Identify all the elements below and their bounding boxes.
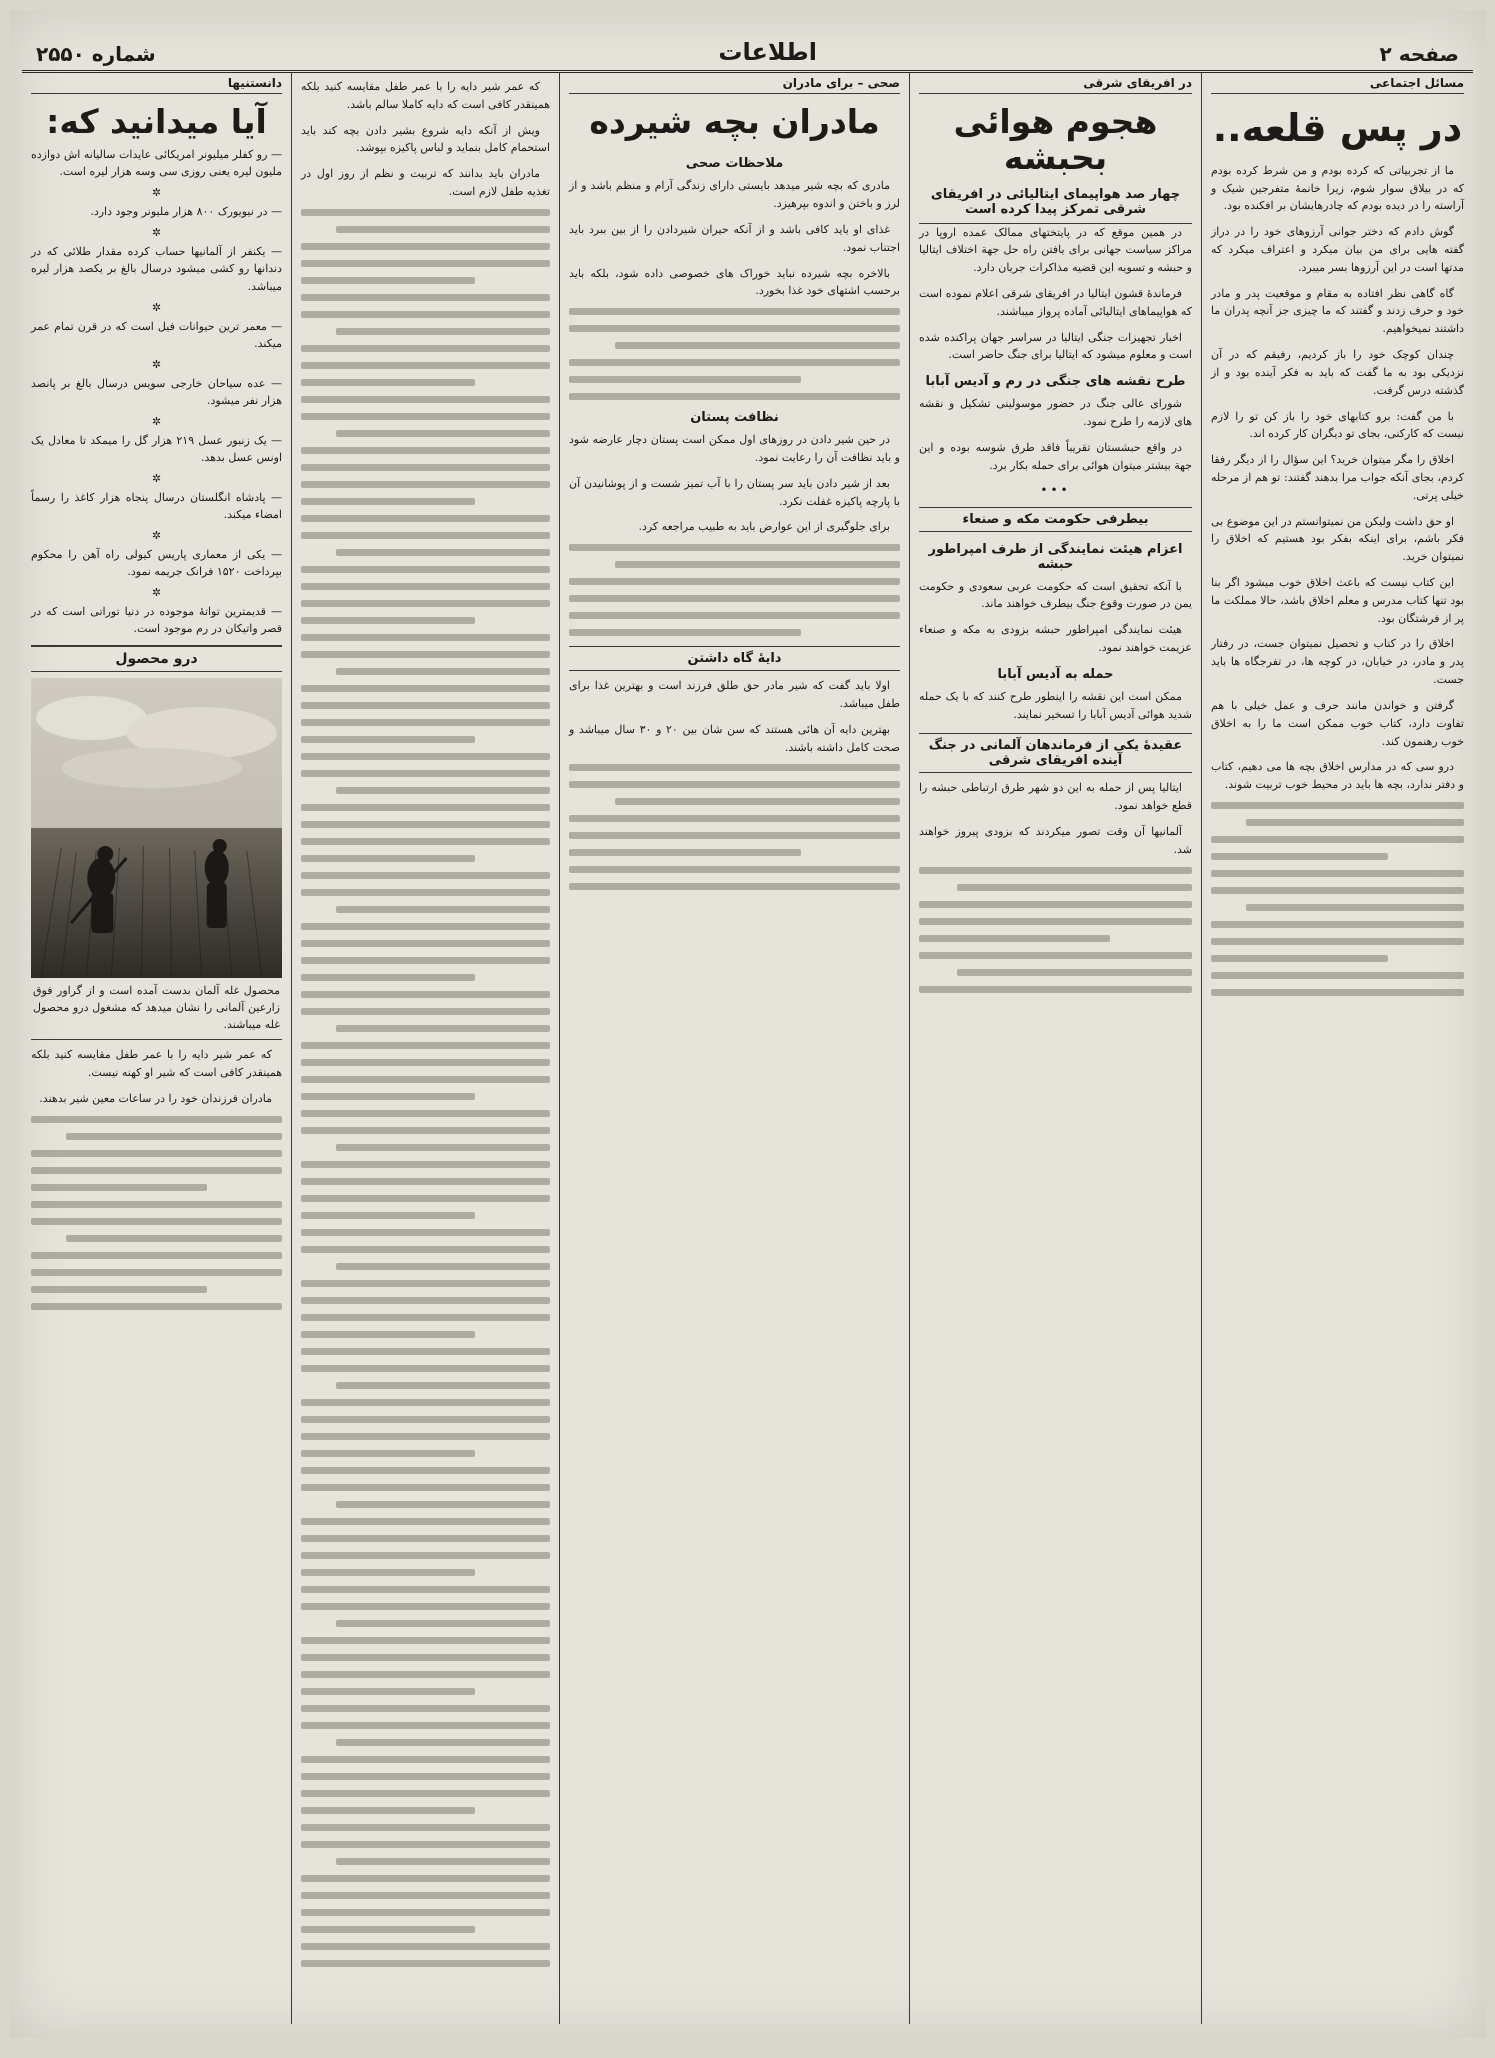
article-body (1211, 162, 1464, 794)
column-kicker: دانستنیها (31, 72, 282, 94)
columns (22, 72, 1473, 2024)
newspaper-name: اطلاعات (718, 38, 817, 66)
star-separator-icon: ✲ (151, 186, 162, 200)
paragraph: در همین موقع که در پایتختهای ممالک عمده اروپا در مراکز سیاست جهانی برای یافتن راه حل جهة اختلاف ایتالیا و حبشه و تسویه این قضیه مذاکرات جریان دارد. (919, 225, 1192, 275)
column-did-you-know (22, 72, 291, 2024)
paragraph: گرفتن و خواندن مانند حرف و عمل خیلی با هم تفاوت دارد، کتاب خوب ممکن است ما را به اخلاق خوب رهنمون کند. (1211, 698, 1464, 748)
section-title: ملاحظات صحی (685, 156, 784, 172)
headline-nursing-mothers: مادران بچه شیرده (589, 102, 880, 141)
paragraph: شورای عالی جنگ در حضور موسولینی تشکیل و نقشه های لازمه را طرح نمود. (919, 397, 1192, 429)
paragraph: که عمر شیر دایه را با عمر طفل مقایسه کنید بلکه همینقدر کافی است که دایه کاملا سالم باشد. (301, 80, 550, 111)
section-title: عقیدهٔ یکی از فرماندهان آلمانی در جنگ آینده افریقای شرقی (919, 733, 1192, 773)
column-health (559, 72, 909, 2024)
column-social (1201, 72, 1473, 2024)
headline-did-you-know: آیا میدانید که: (46, 102, 267, 141)
text-lines (1211, 802, 1464, 996)
harvest-photo (31, 678, 282, 978)
section-title: دایهٔ گاه داشتن (569, 646, 900, 671)
paragraph: این کتاب نیست که باعث اخلاق خوب میشود اگر بنا بود تنها کتاب مدرس و معلم اخلاق باشد، حالا مملکت ما پر از فرشتگان بود. (1211, 576, 1464, 625)
issue-number: شماره ۲۵۵۰ (36, 42, 156, 66)
paragraph: ایتالیا پس از حمله به این دو شهر طرق ارتباطی حبشه را قطع خواهد نمود. (919, 781, 1192, 813)
star-separator-icon: ✲ (151, 414, 162, 428)
section-body (919, 578, 1192, 657)
paragraph: در واقع حبشستان تقریباً فاقد طرق شوسه بوده و این جهة بیشتر میتوان هوائی برای حمله بکار برد. (919, 440, 1192, 472)
headline-air-attack: هجوم هوائی بحبشه (953, 102, 1158, 178)
kicker-label: صحی – برای مادران (782, 76, 900, 90)
section-title: حمله به آدیس آبابا (997, 666, 1114, 682)
headline-behind-castle: در پس قلعه.. (1212, 106, 1463, 150)
photo-caption: محصول غله آلمان بدست آمده است و از گراور فوق زارعین آلمانی را نشان میدهد که مشغول درو محصول غله میباشند. (31, 978, 282, 1040)
paragraph: مادری که بچه شیر میدهد بایستی دارای زندگی آرام و منظم باشد و از لرز و باختن و اندوه بپرهیزد. (569, 179, 900, 211)
fact-item: — یکنفر از آلمانیها حساب کرده مقدار طلائی که در دندانها رو کشی میشود درسال بالغ بر یکصد هزار لیره میباشد. (31, 245, 282, 293)
text-lines (919, 867, 1192, 993)
fact-item: — پادشاه انگلستان درسال پنجاه هزار کاغذ را رسماً امضاء میکند. (31, 490, 282, 521)
star-separator-icon: ✲ (151, 586, 162, 600)
paragraph: بالاخره بچه شیرده نباید خوراک های خصوصی داده شود، بلکه باید برحسب اشتهای خود غذا بخورد. (569, 266, 900, 298)
fact-item: — عده سیاحان خارجی سویس درسال بالغ بر پانصد هزار نفر میشود. (31, 376, 282, 407)
paragraph: در حین شیر دادن در روزهای اول ممکن است پستان دچار عارضه شود و باید نظافت آن را رعایت نمود. (569, 433, 900, 464)
text-lines (569, 308, 900, 400)
paragraph: که عمر شیر دایه را با عمر طفل مقایسه کنید بلکه همینقدر کافی است که شیر او کهنه نیست. (31, 1048, 282, 1080)
star-separator-icon: ✲ (151, 471, 162, 485)
text-lines (569, 764, 900, 890)
paragraph: هیئت نمایندگی امپراطور حبشه بزودی به مکه و صنعاء عزیمت خواهند نمود. (919, 623, 1192, 654)
article-body (31, 1040, 282, 1107)
column-kicker: مسائل اجتماعی (1211, 72, 1464, 94)
section-body (569, 431, 900, 536)
star-separator-icon: ✲ (151, 357, 162, 371)
separator: ••• (1040, 482, 1071, 497)
paragraph: اخلاق را در کتاب و تحصیل نمیتوان جست، در رفتار پدر و مادر، در خیابان، در کوچه ها، در تفرجگاه ها باید جست. (1211, 637, 1464, 687)
paragraph: فرماندهٔ قشون ایتالیا در افریقای شرقی اعلام نموده است که هواپیماهای ایتالیائی آماده پرواز میباشند. (919, 287, 1192, 318)
page-number: صفحه ۲ (1379, 42, 1459, 66)
newspaper-page (10, 10, 1485, 2038)
star-separator-icon: ✲ (151, 300, 162, 314)
article-body (301, 72, 550, 201)
photo-title: درو محصول (31, 645, 282, 672)
text-lines (569, 544, 900, 636)
paragraph: چندان کوچک خود را باز کردیم، رفیقم که در آن نزدیکی بود به ما گفت که باید به فکر آینده بود و از گذشته درس گرفت. (1211, 348, 1464, 397)
fact-item: — یکی از معماری پاریس کیولی راه آهن را محکوم بپرداخت ۱۵۲۰ فرانک جریمه نمود. (31, 547, 282, 578)
section-subtitle: اعزام هیئت نمایندگی از طرف امپراطور حبشه (928, 541, 1183, 572)
paragraph: اولا باید گفت که شیر مادر حق طلق فرزند است و بهترین غذا برای طفل میباشد. (569, 679, 900, 711)
paragraph: او حق داشت ولیکن من نمیتوانستم در این موضوع بی فکر باشم، برای اینکه بفکر بود هستیم که اخلاق را نمیتوان خرید. (1211, 514, 1464, 564)
section-body (919, 779, 1192, 858)
paragraph: گاه گاهی نظر افتاده به مقام و موقعیت پدر و مادر خود و حرف زدند و گفتند که ما چیزی جز آنچه پدران ما داشتند نمیخواهیم. (1211, 286, 1464, 336)
paragraph: اخلاق را مگر میتوان خرید؟ این سؤال را از دیگر رفقا کردم، بجای آنکه جواب مرا بدهند گفتند: تو هم از مرحله خیلی پرتی. (1211, 453, 1464, 502)
fact-item: — معمر ترین حیوانات فیل است که در قرن تمام عمر میکند. (31, 319, 282, 350)
star-separator-icon: ✲ (151, 528, 162, 542)
paragraph: غذای او باید کافی باشد و از آنکه حیران شیردادن را از بین ببرد باید اجتناب نمود. (569, 222, 900, 254)
text-lines (301, 209, 550, 1967)
paragraph: با آنکه تحقیق است که حکومت عربی سعودی و حکومت یمن در صورت وقوع جنگ بیطرف خواهند ماند. (919, 579, 1192, 611)
paragraph: مادران فرزندان خود را در ساعات معین شیر بدهند. (39, 1091, 272, 1105)
section-title: نظافت پستان (690, 410, 779, 426)
paragraph: با من گفت: برو کتابهای خود را باز کن تو را لازم نیست که کارکنی، بجای تو دیگران کار کرده اند. (1211, 409, 1464, 441)
paragraph: بهترین دایه آن هائی هستند که سن شان بین ۲۰ و ۳۰ سال میباشد و صحت کامل داشته باشند. (569, 722, 900, 754)
fact-item: — یک زنبور عسل ۲۱۹ هزار گل را میمکد تا معادل یک اونس عسل بدهد. (31, 433, 282, 464)
paragraph: اخبار تجهیزات جنگی ایتالیا در سراسر جهان پراکنده شده است و معلوم میشود که ایتالیا برای جنگ حاضر است. (919, 330, 1192, 362)
section-body (569, 177, 900, 300)
paragraph: گوش دادم که دختر جوانی آرزوهای خود را در دراز گفته هایی برای من بیان میکرد و اعتراف میکرد که مدتها است در این آرزوها بسر میبرد. (1211, 225, 1464, 274)
masthead (22, 24, 1473, 73)
paragraph: ما از تجربیاتی که کرده بودم و من شرط کرده بودم که در بیلاق سوار شوم، زیرا خانمهٔ متفرجین شیک و آراسته را در دیده بودم که چادرهایشان بر افکنده بود. (1211, 163, 1464, 213)
section-title: طرح نقشه های جنگی در رم و آدیس آبابا (925, 374, 1186, 390)
section-body (919, 688, 1192, 724)
section-body (569, 677, 900, 756)
star-separator-icon: ✲ (151, 226, 162, 240)
paragraph: مادران باید بدانند که تربیت و نظم از روز اول در تغذیه طفل لازم است. (301, 167, 550, 199)
facts-list (31, 146, 282, 637)
paragraph: ممکن است این نقشه را اینطور طرح کنند که با یک حمله شدید هوائی آدیس آبابا را تسخیر نمایند. (919, 689, 1192, 721)
article-body (919, 224, 1192, 365)
text-lines (31, 1116, 282, 1310)
fact-item: — در نیویورک ۸۰۰ هزار ملیونر وجود دارد. (90, 205, 282, 219)
fact-item: — رو کفلر میلیونر امریکائی عایدات سالیانه اش دوازده ملیون لیره یعنی روزی سی وسه هزار لیره است. (31, 148, 282, 179)
column-continuation (291, 72, 559, 2024)
paragraph: ویش از آنکه دایه شروع بشیر دادن بچه کند باید استحمام کامل بنماید و لباس پاکیزه بپوشد. (301, 123, 550, 155)
paragraph: برای جلوگیری از این عوارض باید به طبیب مراجعه کرد. (638, 520, 890, 534)
paragraph: آلمانیها آن وقت تصور میکردند که بزودی پیروز خواهند شد. (919, 825, 1192, 856)
subheadline: چهار صد هواپیمای ایتالیائی در افریقای شرقی تمرکز پیدا کرده است (919, 183, 1192, 224)
paragraph: درو سی که در مدارس اخلاق بچه ها می دهیم، کتاب و دفتر ندارد، بچه ها باید در محیط خوب تربیت شوند. (1211, 760, 1464, 792)
paragraph: بعد از شیر دادن باید سر پستان را با آب تمیز شست و از پوشانیدن آن با پارچه پاکیزه غفلت نکرد. (569, 476, 900, 508)
section-title: بیطرفی حکومت مکه و صنعاء (919, 507, 1192, 532)
column-kicker: در افریقای شرقی (919, 72, 1192, 94)
fact-item: — قدیمترین تواتهٔ موجوده در دنیا توراتی است که در قصر واتیکان در رم موجود است. (31, 605, 282, 636)
column-kicker (569, 72, 900, 94)
section-body (919, 395, 1192, 474)
column-ethiopia (909, 72, 1201, 2024)
